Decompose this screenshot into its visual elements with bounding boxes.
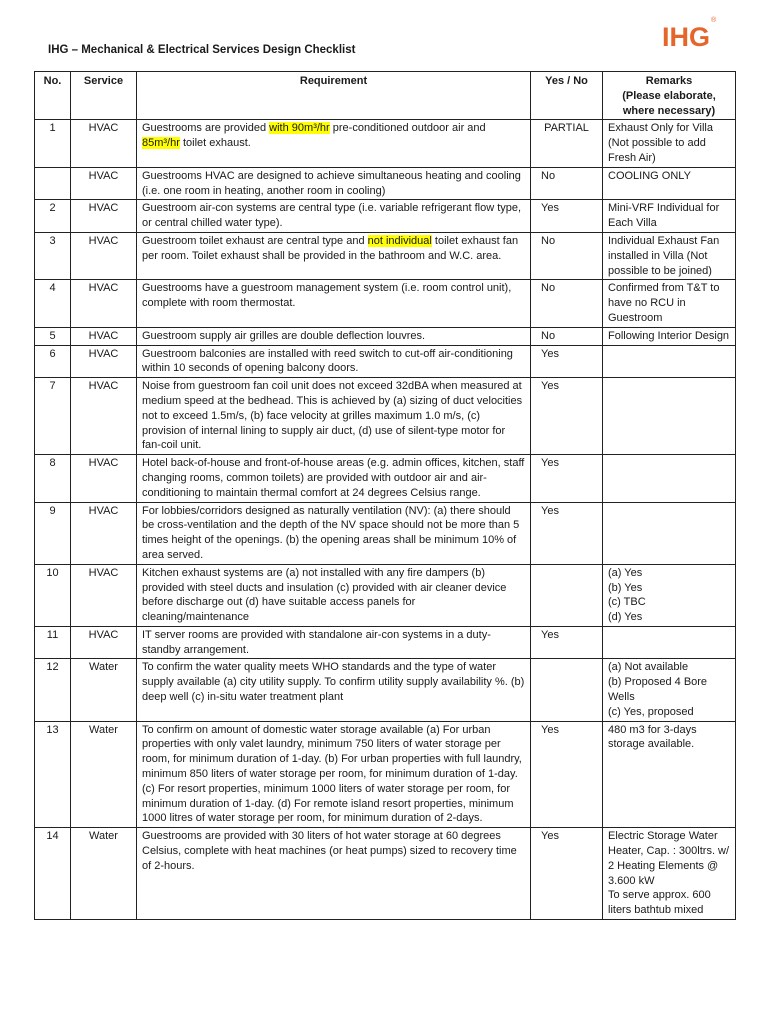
row-service: Water (71, 659, 137, 721)
checklist-table (34, 71, 736, 920)
row-remarks: Confirmed from T&T to have no RCU in Guestroom (603, 280, 736, 327)
row-yes-no (531, 564, 603, 626)
header-requirement: Requirement (137, 72, 531, 120)
row-service: HVAC (71, 120, 137, 167)
row-yes-no: Yes (531, 828, 603, 920)
row-service: HVAC (71, 378, 137, 455)
row-yes-no: Yes (531, 200, 603, 233)
row-remarks: 480 m3 for 3-days storage available. (603, 721, 736, 828)
requirement-text: toilet exhaust fan per room. Toilet exhaust shall be provided in the bathroom and W.C. area. (142, 234, 519, 262)
row-service: HVAC (71, 280, 137, 327)
ihg-logo: IHG® (662, 17, 717, 52)
row-number: 13 (35, 721, 71, 828)
registered-mark: ® (711, 17, 717, 24)
header-remarks: Remarks (Please elaborate, where necessary) (603, 72, 736, 120)
table-row (35, 564, 736, 626)
requirement-text: Hotel back-of-house and front-of-house areas (e.g. admin offices, kitchen, staff changing rooms, common toilets) are provided with outdoor air and air-conditioning to maintain thermal comfort at 24 degrees Celsius range. (142, 457, 525, 499)
row-remarks (603, 378, 736, 455)
row-number: 6 (35, 345, 71, 378)
requirement-text: Guestrooms have a guestroom management system (i.e. room control unit), complete with room thermostat. (142, 282, 512, 310)
row-yes-no: Yes (531, 626, 603, 659)
document-title: IHG – Mechanical & Electrical Services Design Checklist (48, 44, 356, 56)
requirement-text: To confirm on amount of domestic water storage available (a) For urban properties with only valet laundry, minimum 750 liters of water storage per room, for minimum duration of 1-day. (b) For urban properties with full laundry, minimum 850 liters of water storage per room, for minimum duration of 1-day. (c) For resort properties, minimum 1000 liters of water storage per room, for minimum duration of 1-day. (d) For remote island resort properties, minimum 1000 litres of water storage per room, for minimum duration of 2-days. (142, 723, 522, 825)
row-number: 5 (35, 327, 71, 345)
row-requirement (137, 659, 531, 721)
table-row (35, 327, 736, 345)
row-service: Water (71, 828, 137, 920)
table-row (35, 455, 736, 502)
table-row (35, 232, 736, 279)
table-row (35, 721, 736, 828)
row-yes-no: Yes (531, 345, 603, 378)
row-number: 7 (35, 378, 71, 455)
table-row (35, 626, 736, 659)
row-yes-no: PARTIAL (531, 120, 603, 167)
requirement-text: Guestroom supply air grilles are double deflection louvres. (142, 329, 426, 342)
row-requirement (137, 327, 531, 345)
row-yes-no: No (531, 232, 603, 279)
row-yes-no: No (531, 327, 603, 345)
requirement-text: Guestrooms HVAC are designed to achieve simultaneous heating and cooling (i.e. one room in heating, another room in cooling) (142, 169, 521, 197)
row-service: HVAC (71, 232, 137, 279)
requirement-text: IT server rooms are provided with standalone air-con systems in a duty-standby arrangement. (142, 628, 491, 656)
row-remarks: Exhaust Only for Villa (Not possible to add Fresh Air) (603, 120, 736, 167)
row-requirement (137, 502, 531, 564)
row-requirement (137, 455, 531, 502)
row-requirement (137, 120, 531, 167)
highlighted-text: with 90m³/hr (269, 122, 330, 135)
requirement-text: Noise from guestroom fan coil unit does not exceed 32dBA when measured at medium speed at the bedhead. This is achieved by (a) sizing of duct velocities not to exceed 1.5m/s, (b) face velocity at grilles maximum 1.0 m/s, (c) provision of internal lining to supply air duct, (d) use of silent-type motor for fan-coil unit. (142, 380, 523, 452)
row-remarks: Electric Storage Water Heater, Cap. : 300ltrs. w/ 2 Heating Elements @ 3.600 kW To serve approx. 600 liters bathtub mixed (603, 828, 736, 920)
row-service: HVAC (71, 327, 137, 345)
table-row (35, 659, 736, 721)
row-service: HVAC (71, 502, 137, 564)
row-number: 1 (35, 120, 71, 167)
row-requirement (137, 232, 531, 279)
row-requirement (137, 345, 531, 378)
row-service: Water (71, 721, 137, 828)
row-yes-no: Yes (531, 378, 603, 455)
row-service: HVAC (71, 167, 137, 200)
requirement-text: Guestroom air-con systems are central type (i.e. variable refrigerant flow type, or central chilled water type). (142, 202, 522, 230)
highlighted-text: not individual (367, 234, 432, 247)
requirement-text: Guestrooms are provided (142, 122, 270, 135)
row-remarks: Mini-VRF Individual for Each Villa (603, 200, 736, 233)
row-number: 9 (35, 502, 71, 564)
table-row (35, 167, 736, 200)
row-yes-no: Yes (531, 502, 603, 564)
row-number: 8 (35, 455, 71, 502)
row-remarks: (a) Yes (b) Yes (c) TBC (d) Yes (603, 564, 736, 626)
row-number: 3 (35, 232, 71, 279)
row-remarks: COOLING ONLY (603, 167, 736, 200)
row-number: 10 (35, 564, 71, 626)
row-service: HVAC (71, 564, 137, 626)
row-yes-no: Yes (531, 455, 603, 502)
row-number: 12 (35, 659, 71, 721)
table-row (35, 120, 736, 167)
row-requirement (137, 378, 531, 455)
row-remarks: (a) Not available (b) Proposed 4 Bore Wells (c) Yes, proposed (603, 659, 736, 721)
row-number (35, 167, 71, 200)
row-number: 4 (35, 280, 71, 327)
row-number: 2 (35, 200, 71, 233)
row-yes-no: No (531, 167, 603, 200)
table-row (35, 200, 736, 233)
row-remarks (603, 626, 736, 659)
table-row (35, 378, 736, 455)
requirement-text: Kitchen exhaust systems are (a) not installed with any fire dampers (b) provided with steel ducts and insulation (c) provided with air cleaner device before discharge out (d) have suitable access panels for cleaning/maintenance (142, 566, 507, 624)
requirement-text: Guestroom toilet exhaust are central type and (142, 234, 368, 247)
requirement-text: Guestrooms are provided with 30 liters of hot water storage at 60 degrees Celsius, complete with heat machines (or heat pumps) sized to recovery time of 2-hours. (142, 830, 517, 872)
row-yes-no: Yes (531, 721, 603, 828)
row-requirement (137, 721, 531, 828)
requirement-text: pre-conditioned outdoor air and (329, 122, 486, 135)
row-requirement (137, 280, 531, 327)
row-remarks (603, 502, 736, 564)
table-header-row (35, 72, 736, 120)
row-number: 11 (35, 626, 71, 659)
row-service: HVAC (71, 626, 137, 659)
row-yes-no: No (531, 280, 603, 327)
header-yes-no: Yes / No (531, 72, 603, 120)
row-remarks: Following Interior Design (603, 327, 736, 345)
row-remarks (603, 345, 736, 378)
row-service: HVAC (71, 200, 137, 233)
table-row (35, 502, 736, 564)
row-requirement (137, 564, 531, 626)
table-row (35, 280, 736, 327)
highlighted-text: 85m³/hr (142, 137, 180, 150)
table-row (35, 828, 736, 920)
row-yes-no (531, 659, 603, 721)
row-remarks: Individual Exhaust Fan installed in Villa (Not possible to be joined) (603, 232, 736, 279)
row-requirement (137, 828, 531, 920)
table-row (35, 345, 736, 378)
header-no: No. (35, 72, 71, 120)
row-remarks (603, 455, 736, 502)
row-requirement (137, 200, 531, 233)
row-requirement (137, 167, 531, 200)
row-requirement (137, 626, 531, 659)
row-service: HVAC (71, 455, 137, 502)
requirement-text: For lobbies/corridors designed as naturally ventilation (NV): (a) there should be cross-ventilation and the depth of the NV space should not be more than 5 times height of the openings. (b) the opening areas shall be minimum 10% of area served. (142, 504, 520, 561)
requirement-text: toilet exhaust. (179, 137, 251, 150)
requirement-text: To confirm the water quality meets WHO standards and the type of water supply available (a) city utility supply. To confirm utility supply availability %. (b) deep well (c) in-situ water treatment plant (142, 661, 525, 704)
row-service: HVAC (71, 345, 137, 378)
requirement-text: Guestroom balconies are installed with reed switch to cut-off air-conditioning within 10 seconds of opening balcony doors. (142, 347, 513, 375)
header-service: Service (71, 72, 137, 120)
row-number: 14 (35, 828, 71, 920)
